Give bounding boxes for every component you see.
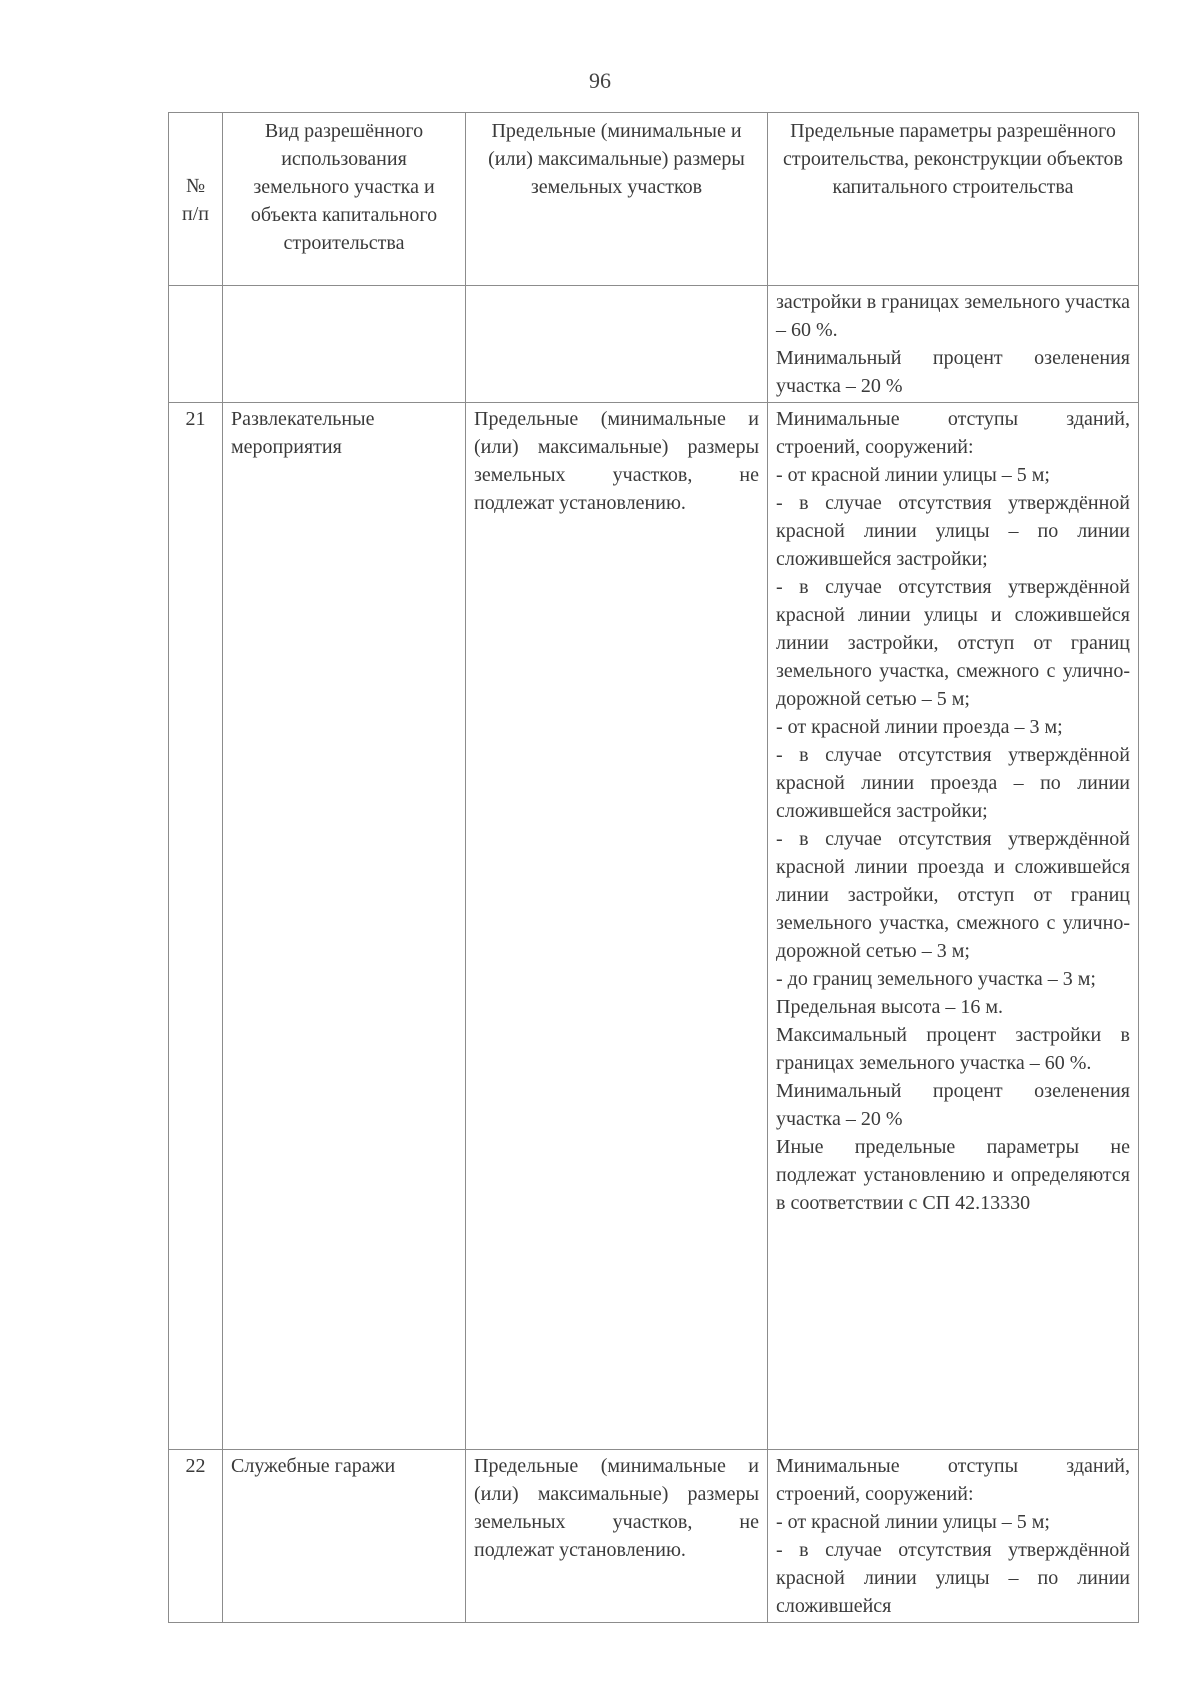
param-line: - до границ земельного участка – 3 м;: [776, 968, 1096, 990]
cell-plot-size: [466, 286, 768, 403]
param-line: Иные предельные параметры не подлежат установлению и определяются в соответствии с СП 42.13330: [776, 1136, 1130, 1214]
cell-use-type: Служебные гаражи: [223, 1450, 466, 1623]
header-number: [169, 113, 223, 286]
table-row-21: [169, 403, 1139, 1450]
cell-build-params: [768, 403, 1139, 1450]
param-line: Минимальные отступы зданий, строений, сооружений:: [776, 1455, 1130, 1505]
param-line: - в случае отсутствия утверждённой красной линии проезда – по линии сложившейся застройки;: [776, 744, 1130, 822]
param-line: - в случае отсутствия утверждённой красной линии улицы – по линии сложившейся застройки;: [776, 492, 1130, 570]
header-build-params: Предельные параметры разрешённого строительства, реконструкции объектов капитального строительства: [768, 113, 1139, 286]
table-header-row: [169, 113, 1139, 286]
param-line: Предельная высота – 16 м.: [776, 996, 1004, 1018]
cell-number: 22: [169, 1450, 223, 1623]
table-row-22: [169, 1450, 1139, 1623]
cell-build-params: [768, 286, 1139, 403]
param-line: - от красной линии улицы – 5 м;: [776, 464, 1050, 486]
cell-use-type: [223, 286, 466, 403]
param-line: - в случае отсутствия утверждённой красной линии улицы – по линии сложившейся: [776, 1539, 1130, 1617]
param-line: Минимальный процент озеленения участка – 20 %: [776, 347, 1130, 397]
param-line: - от красной линии проезда – 3 м;: [776, 716, 1063, 738]
cell-build-params: [768, 1450, 1139, 1623]
param-line: Минимальный процент озеленения участка – 20 %: [776, 1080, 1130, 1130]
param-line: Минимальные отступы зданий, строений, сооружений:: [776, 408, 1130, 458]
page-number: 96: [589, 68, 611, 93]
param-line: застройки в границах земельного участка – 60 %.: [776, 291, 1130, 341]
table-row-continuation: [169, 286, 1139, 403]
regulations-table: [168, 112, 1139, 1623]
header-number-pp: п/п: [182, 203, 209, 225]
cell-plot-size: Предельные (минимальные и (или) максимальные) размеры земельных участков, не подлежат установлению.: [466, 403, 768, 1450]
cell-use-type: Развлекательные мероприятия: [223, 403, 466, 1450]
param-line: Максимальный процент застройки в границах земельного участка – 60 %.: [776, 1024, 1130, 1074]
cell-number: 21: [169, 403, 223, 1450]
param-line: - в случае отсутствия утверждённой красной линии проезда и сложившейся линии застройки, отступ от границ земельного участка, смежного с улично-дорожной сетью – 3 м;: [776, 828, 1130, 962]
cell-number: [169, 286, 223, 403]
header-plot-size: Предельные (минимальные и (или) максимальные) размеры земельных участков: [466, 113, 768, 286]
header-use-type: Вид разрешённого использования земельного участка и объекта капитального строительства: [223, 113, 466, 286]
cell-plot-size: Предельные (минимальные и (или) максимальные) размеры земельных участков, не подлежат установлению.: [466, 1450, 768, 1623]
header-number-sign: №: [185, 175, 206, 197]
param-line: - в случае отсутствия утверждённой красной линии улицы и сложившейся линии застройки, отступ от границ земельного участка, смежного с улично-дорожной сетью – 5 м;: [776, 576, 1130, 710]
param-line: - от красной линии улицы – 5 м;: [776, 1511, 1050, 1533]
